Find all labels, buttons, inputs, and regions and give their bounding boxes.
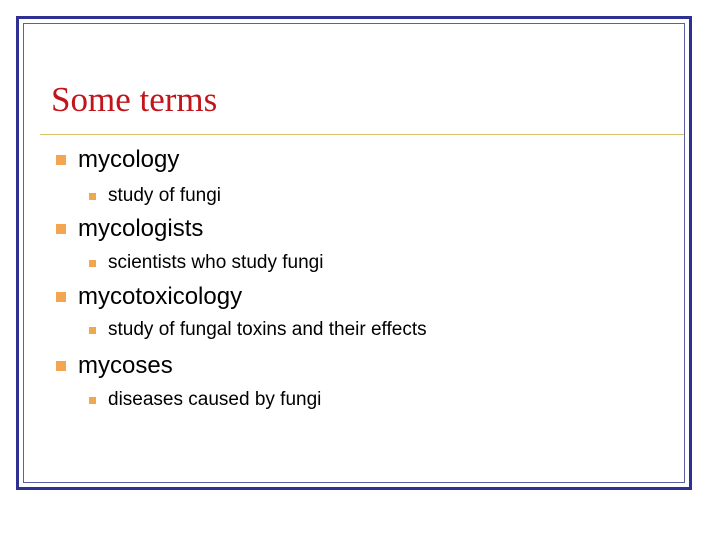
definition-text: diseases caused by fungi — [108, 389, 322, 410]
definition-item — [89, 318, 427, 342]
square-bullet-icon — [89, 327, 96, 334]
square-bullet-icon — [56, 155, 66, 165]
term-text: mycoses — [78, 352, 173, 379]
square-bullet-icon — [89, 260, 96, 267]
square-bullet-icon — [56, 224, 66, 234]
square-bullet-icon — [56, 292, 66, 302]
definition-text: study of fungi — [108, 185, 222, 206]
definition-item — [89, 184, 221, 208]
title-divider — [40, 134, 684, 135]
square-bullet-icon — [89, 193, 96, 200]
definition-text: scientists who study fungi — [108, 252, 324, 273]
square-bullet-icon — [56, 361, 66, 371]
term-text: mycotoxicology — [78, 283, 243, 310]
definition-item — [89, 388, 321, 412]
term-text: mycology — [78, 146, 180, 173]
definition-item — [89, 251, 323, 275]
square-bullet-icon — [89, 397, 96, 404]
definition-text: study of fungal toxins and their effects — [108, 319, 427, 340]
term-text: mycologists — [78, 215, 204, 242]
term-item — [56, 145, 179, 175]
slide-title: Some terms — [51, 80, 218, 119]
term-item — [56, 351, 173, 381]
term-item — [56, 282, 242, 312]
term-item — [56, 214, 203, 244]
